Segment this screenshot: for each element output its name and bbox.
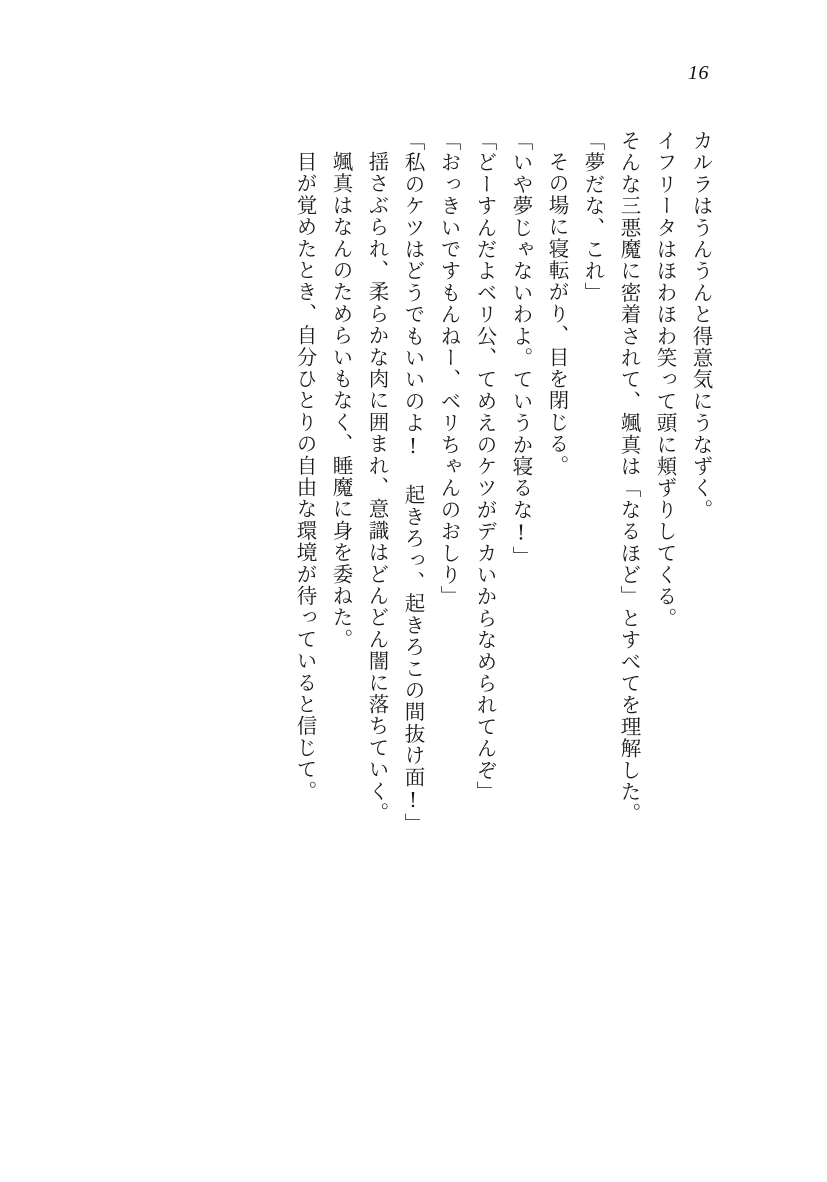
paragraph: 「いや夢じゃないわよ。ていうか寝るな!」 <box>509 130 533 568</box>
paragraph: イフリータはほわほわ笑って頭に頬ずりしてくる。 <box>653 130 677 630</box>
paragraph: 「どーすんだよベリ公、てめえのケツがデカいからなめられてんぞ」 <box>473 130 497 803</box>
paragraph: 「おっきいですもんねー、ベリちゃんのおしり」 <box>437 130 461 608</box>
paragraph: 目が覚めたとき、自分ひとりの自由な環境が待っていると信じて。 <box>293 150 317 802</box>
paragraph: 「私のケツはどうでもいいのよ! 起きろっ、起きろこの間抜け面!」 <box>401 130 425 835</box>
page-body-text <box>159 130 719 890</box>
paragraph: 颯真はなんのためらいもなく、睡魔に身を委ねた。 <box>329 150 353 650</box>
page-number: 16 <box>688 62 709 84</box>
paragraph: 「夢だな、これ」 <box>581 130 605 304</box>
paragraph: その場に寝転がり、目を閉じる。 <box>545 150 569 476</box>
paragraph: カルラはうんうんと得意気にうなずく。 <box>689 130 713 521</box>
paragraph: そんな三悪魔に密着されて、颯真は「なるほど」とすべてを理解した。 <box>617 130 641 825</box>
paragraph: 揺さぶられ、柔らかな肉に囲まれ、意識はどんどん闇に落ちていく。 <box>365 150 389 824</box>
